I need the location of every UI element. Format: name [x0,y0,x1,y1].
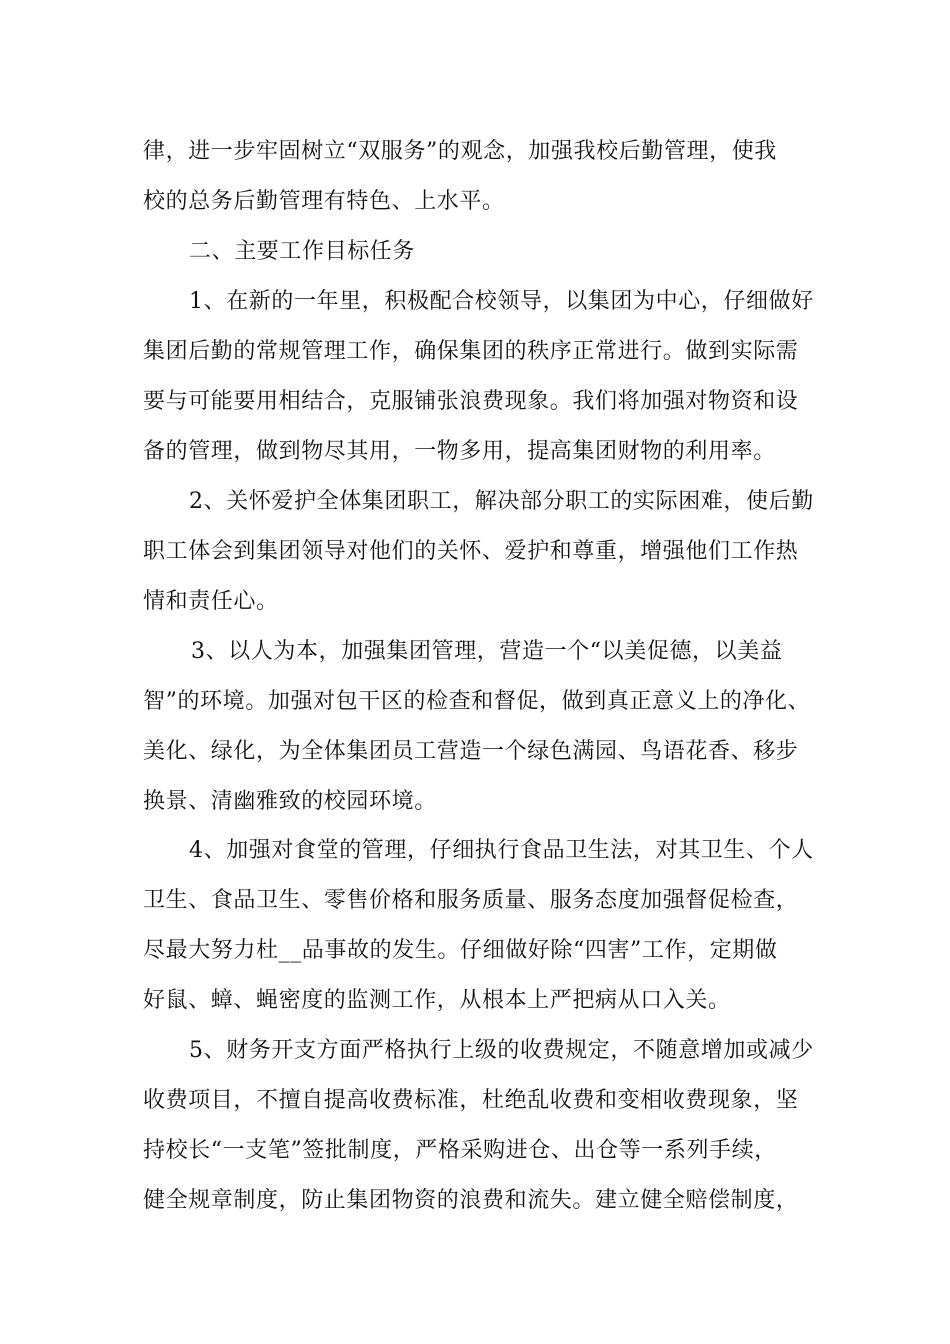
paragraph-line: 持校长“一支笔”签批制度，严格采购进仓、出仓等一系列手续， [143,1138,777,1163]
section-heading: 二、主要工作目标任务 [189,239,416,264]
paragraph-line: 智”的环境。加强对包干区的检查和督促，做到真正意义上的净化、 [143,689,811,714]
paragraph-line: 情和责任心。 [143,589,279,614]
paragraph-line: 职工体会到集团领导对他们的关怀、爱护和尊重，增强他们工作热 [143,539,799,564]
paragraph-line: 1、在新的一年里，积极配合校领导，以集团为中心，仔细做好 [189,289,814,314]
paragraph-line: 尽最大努力杜__品事故的发生。仔细做好除“四害”工作，定期做 [143,938,778,963]
paragraph-line: 备的管理，做到物尽其用，一物多用，提高集团财物的利用率。 [143,439,776,464]
paragraph-line: 4、加强对食堂的管理，仔细执行食品卫生法，对其卫生、个人 [189,838,814,863]
paragraph-line: 要与可能要用相结合，克服铺张浪费现象。我们将加强对物资和设 [143,389,799,414]
paragraph-line: 收费项目，不擅自提高收费标准，杜绝乱收费和变相收费现象，坚 [143,1088,799,1113]
paragraph-line: 3、以人为本，加强集团管理，营造一个“以美促德，以美益 [191,639,783,664]
paragraph-line: 美化、绿化，为全体集团员工营造一个绿色满园、鸟语花香、移步 [143,739,799,764]
paragraph-line: 换景、清幽雅致的校园环境。 [143,789,437,814]
paragraph-line: 律，进一步牢固树立“双服务”的观念，加强我校后勤管理，使我 [143,139,777,164]
paragraph-line: 卫生、食品卫生、零售价格和服务质量、服务态度加强督促检查， [143,888,799,913]
paragraph-line: 好鼠、蟑、蝇密度的监测工作，从根本上严把病从口入关。 [143,988,731,1013]
paragraph-line: 5、财务开支方面严格执行上级的收费规定，不随意增加或减少 [189,1038,814,1063]
paragraph-line: 健全规章制度，防止集团物资的浪费和流失。建立健全赔偿制度， [143,1188,799,1213]
paragraph-line: 2、关怀爱护全体集团职工，解决部分职工的实际困难，使后勤 [189,489,814,514]
paragraph-line: 集团后勤的常规管理工作，确保集团的秩序正常进行。做到实际需 [143,339,799,364]
paragraph-line: 校的总务后勤管理有特色、上水平。 [143,189,505,214]
